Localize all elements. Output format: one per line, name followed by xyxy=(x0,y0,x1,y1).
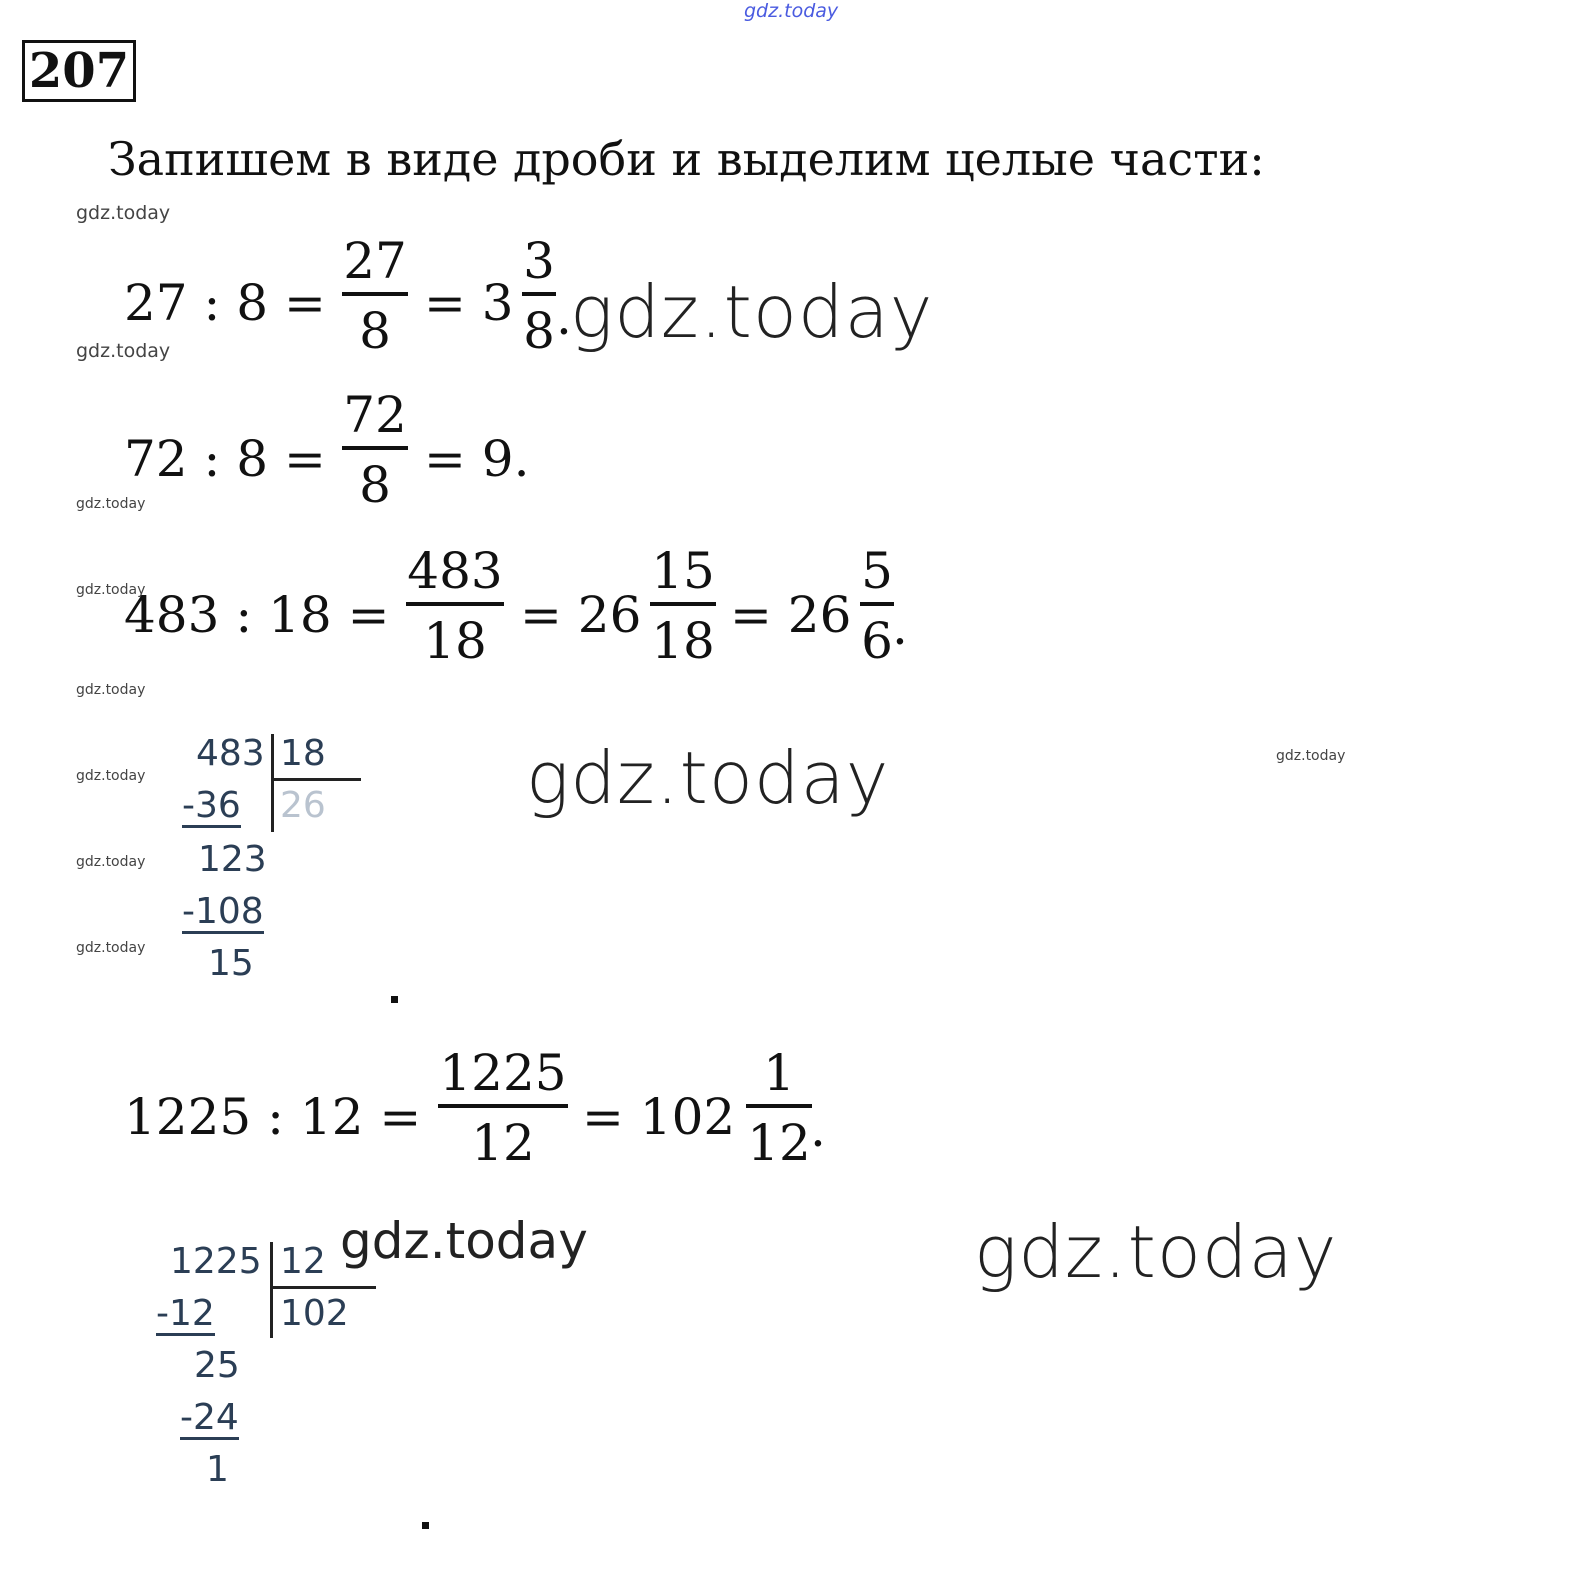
numerator: 1225 xyxy=(439,1044,567,1102)
problem-number: 207 xyxy=(22,40,136,102)
denominator: 6 xyxy=(861,612,893,670)
denominator: 8 xyxy=(523,302,555,360)
watermark-small: gdz.today xyxy=(76,202,171,224)
div1-horizontal-bar xyxy=(273,778,361,781)
watermark-tiny: gdz.today xyxy=(76,940,146,956)
eq4-end: . xyxy=(810,1100,826,1158)
numerator: 1 xyxy=(763,1044,795,1102)
div1-vertical-bar xyxy=(271,734,274,832)
eq3-fraction-3 xyxy=(860,542,894,670)
denominator: 12 xyxy=(747,1114,811,1172)
eq1-fraction-1 xyxy=(342,232,408,360)
eq1-mid: = 3 xyxy=(424,274,514,332)
div2-step1: -12 xyxy=(156,1293,215,1334)
div2-step2: -24 xyxy=(180,1397,239,1438)
eq3-fraction-1 xyxy=(406,542,504,670)
watermark-large: gdz.today xyxy=(570,270,934,354)
div1-remainder2: 15 xyxy=(208,943,254,984)
watermark-tiny: gdz.today xyxy=(76,682,146,698)
div1-step2: -108 xyxy=(182,891,264,932)
div1-quotient: 26 xyxy=(280,785,326,826)
numerator: 72 xyxy=(343,386,407,444)
numerator: 3 xyxy=(523,232,555,290)
eq3-fraction-2 xyxy=(650,542,716,670)
eq2-rest: = 9. xyxy=(424,430,530,488)
heading: Запишем в виде дроби и выделим целые части: xyxy=(108,132,1265,186)
div1-divisor: 18 xyxy=(280,733,326,774)
watermark-tiny: gdz.today xyxy=(76,768,146,784)
eq3-mid2: = 26 xyxy=(730,586,852,644)
watermark-tiny: gdz.today xyxy=(76,496,146,512)
eq1-lhs: 27 : 8 = xyxy=(124,274,326,332)
watermark-tiny: gdz.today xyxy=(76,854,146,870)
div1-dividend: 483 xyxy=(196,733,265,774)
eq1-fraction-2 xyxy=(522,232,556,360)
watermark-small: gdz.today xyxy=(76,340,171,362)
eq3-mid: = 26 xyxy=(520,586,642,644)
numerator: 27 xyxy=(343,232,407,290)
denominator: 8 xyxy=(359,456,391,514)
eq2-lhs: 72 : 8 = xyxy=(124,430,326,488)
denominator: 18 xyxy=(423,612,487,670)
eq4-mid: = 102 xyxy=(582,1088,736,1146)
numerator: 5 xyxy=(861,542,893,600)
denominator: 12 xyxy=(471,1114,535,1172)
eq3-end: . xyxy=(892,598,908,656)
div2-dividend: 1225 xyxy=(170,1241,262,1282)
numerator: 15 xyxy=(651,542,715,600)
watermark-medium: gdz.today xyxy=(340,1212,588,1270)
denominator: 8 xyxy=(359,302,391,360)
div1-dot xyxy=(391,996,398,1003)
watermark-tiny: gdz.today xyxy=(1276,748,1346,764)
div2-remainder1: 25 xyxy=(194,1345,240,1386)
denominator: 18 xyxy=(651,612,715,670)
numerator: 483 xyxy=(407,542,503,600)
div1-remainder1: 123 xyxy=(198,839,267,880)
div2-horizontal-bar xyxy=(272,1286,376,1289)
watermark-large: gdz.today xyxy=(974,1210,1338,1294)
watermark-large: gdz.today xyxy=(526,736,890,820)
div2-divisor: 12 xyxy=(280,1241,326,1282)
eq3-lhs: 483 : 18 = xyxy=(124,586,390,644)
eq4-fraction-2 xyxy=(746,1044,812,1172)
div2-dot xyxy=(422,1522,429,1529)
watermark-top: gdz.today xyxy=(744,0,839,22)
div1-step1: -36 xyxy=(182,785,241,826)
div2-vertical-bar xyxy=(270,1242,273,1338)
eq4-fraction-1 xyxy=(438,1044,568,1172)
eq4-lhs: 1225 : 12 = xyxy=(124,1088,422,1146)
watermark-tiny: gdz.today xyxy=(76,582,146,598)
eq1-end: . xyxy=(556,288,572,346)
div2-remainder2: 1 xyxy=(206,1449,229,1490)
div2-quotient: 102 xyxy=(280,1293,349,1334)
eq2-fraction-1 xyxy=(342,386,408,514)
